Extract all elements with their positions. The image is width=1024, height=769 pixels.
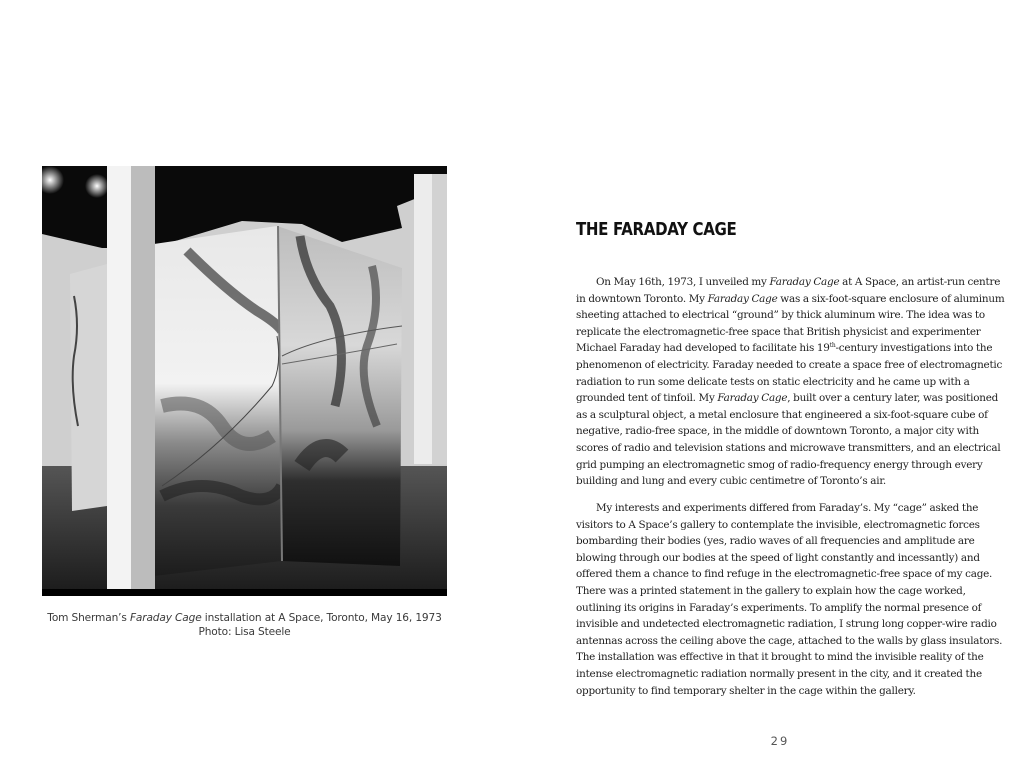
text-line: replicate the electromagnetic-free space that British physicist and experimenter [576,325,981,338]
text-line: sheeting attached to electrical “ground” by thick aluminum wire. The idea was to [576,309,985,322]
text-line: intense electromagnetic radiation normally present in the city, and it created the [576,667,982,680]
faraday-cage-photo [42,166,447,596]
text-line: phenomenon of electricity. Faraday needed to create a space free of electromagnetic [576,358,1003,371]
ordinal-superscript: th [829,342,836,350]
body-paragraph-1 [576,274,1005,490]
text-line: as a sculptural object, a metal enclosure that engineered a six-foot-square cube of [576,408,988,421]
text-line: outlining its origins in Faraday’s experiments. To amplify the normal presence of [576,601,982,614]
caption-line-2-photo-credit: Photo: Lisa Steele [198,625,291,638]
text-line: grounded tent of tinfoil. My Faraday Cage, built over a century later, was positioned [576,392,999,405]
text-line: offered them a chance to find refuge in the electromagnetic-free space of my cage. [576,568,993,581]
text-line: building and lung and every cubic centimetre of Toronto’s air. [576,475,887,488]
text-line: grid pumping an electromagnetic smog of radio-frequency energy through every [576,458,983,471]
body-paragraph-2 [576,500,1003,699]
photo-caption [42,612,447,639]
text-line: visitors to A Space’s gallery to contemplate the invisible, electromagnetic forces [576,518,980,531]
text-line: negative, radio-free space, in the middle of downtown Toronto, a major city with [576,425,979,438]
caption-line-1: Tom Sherman’s Faraday Cage installation at A Space, Toronto, May 16, 1973 [47,612,442,624]
photo-image [42,166,447,596]
text-line: blowing through our bodies at the speed of light constantly and incessantly) and [576,551,980,564]
italic-title: Faraday Cage [707,292,778,305]
text-line: Michael Faraday had developed to facilitate his 19th-century investigations into the [576,342,993,355]
text-line: antennas across the ceiling above the cage, attached to the walls by glass insulators. [576,634,1003,647]
text-line: My interests and experiments differed from Faraday’s. My “cage” asked the [596,502,979,514]
page-number: 29 [770,734,790,748]
text-line: opportunity to find temporary shelter in the cage within the gallery. [576,684,916,697]
text-line: On May 16th, 1973, I unveiled my Faraday Cage at A Space, an artist-run centre [596,276,1001,288]
text-line: There was a printed statement in the gallery to explain how the cage worked, [576,584,966,597]
text-line: invisible and undetected electromagnetic radiation, I strung long copper-wire radio [576,618,997,631]
text-line: The installation was effective in that it brought to mind the invisible reality of the [576,651,984,664]
italic-title: Faraday Cage [769,276,840,288]
text-line: bombarding their bodies (yes, radio waves of all frequencies and amplitude are [576,535,975,548]
italic-title: Faraday Cage [717,392,788,405]
text-line: scores of radio and television stations and microwave transmitters, and an electrical [576,441,1001,454]
text-line: radiation to run some delicate tests on static electricity and he came up with a [576,375,970,388]
chapter-title: THE FARADAY CAGE [576,220,737,240]
text-line: in downtown Toronto. My Faraday Cage was a six-foot-square enclosure of aluminum [576,292,1005,305]
